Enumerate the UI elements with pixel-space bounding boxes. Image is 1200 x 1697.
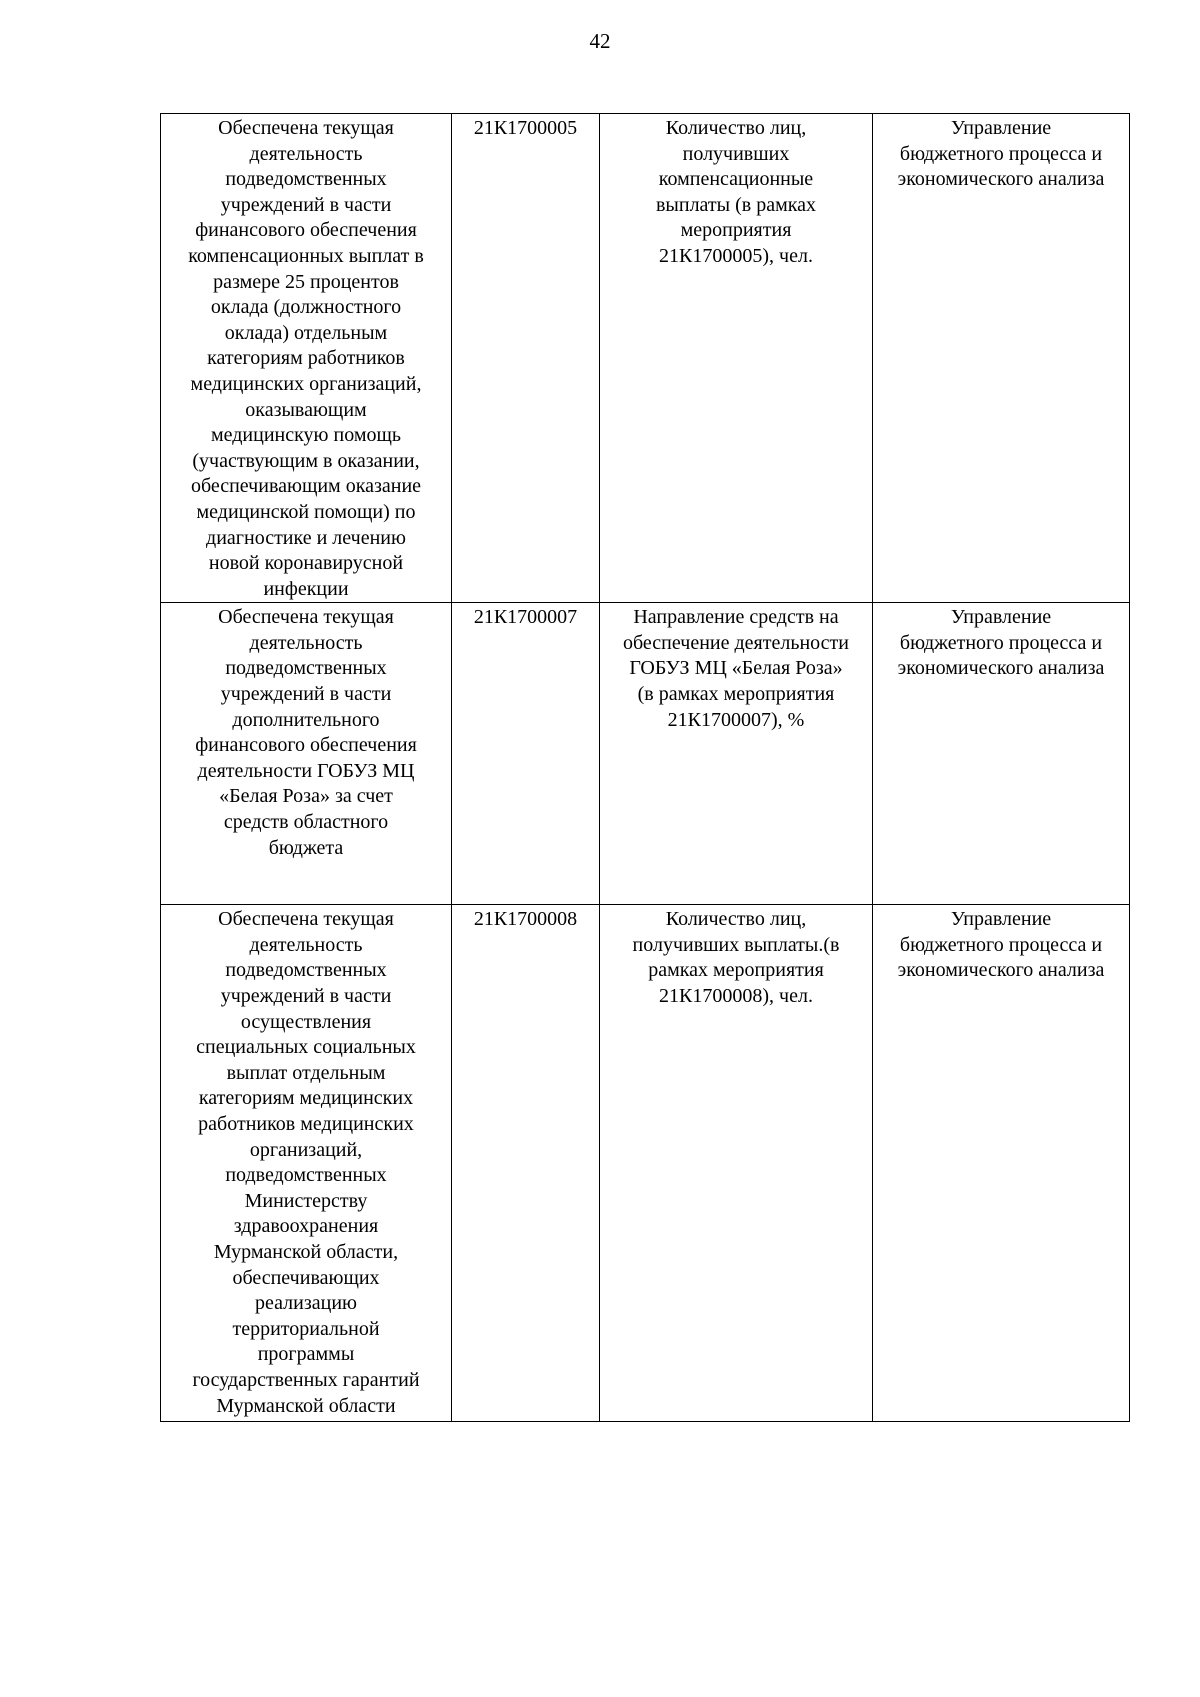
result-cell: Обеспечена текущая деятельность подведомственных учреждений в части финансового обеспечения компенсационных выплат в размере 25 процентов оклада (должностного оклада) отдельным категориям работников медицинских организаций, оказывающим медицинскую помощь (участвующим в оказании, обеспечивающим оказание медицинской помощи) по диагностике и лечению новой коронавирусной инфекции [161,114,452,603]
measures-table [160,113,1130,1422]
page-number: 42 [589,29,611,53]
responsible-cell: Управление бюджетного процесса и экономического анализа [873,114,1130,603]
code-cell: 21К1700007 [452,603,600,905]
table-row [161,603,1130,905]
indicator-cell: Направление средств на обеспечение деятельности ГОБУЗ МЦ «Белая Роза» (в рамках мероприятия 21К1700007), % [600,603,873,905]
code-cell: 21К1700005 [452,114,600,603]
code-cell: 21К1700008 [452,905,600,1422]
result-cell: Обеспечена текущая деятельность подведомственных учреждений в части осуществления специальных социальных выплат отдельным категориям медицинских работников медицинских организаций, подведомственных Министерству здравоохранения Мурманской области, обеспечивающих реализацию территориальной программы государственных гарантий Мурманской области [161,905,452,1422]
indicator-cell: Количество лиц, получивших компенсационные выплаты (в рамках мероприятия 21К1700005), чел. [600,114,873,603]
indicator-cell: Количество лиц, получивших выплаты.(в рамках мероприятия 21К1700008), чел. [600,905,873,1422]
responsible-cell: Управление бюджетного процесса и экономического анализа [873,603,1130,905]
table-row [161,905,1130,1422]
responsible-cell: Управление бюджетного процесса и экономического анализа [873,905,1130,1422]
result-cell: Обеспечена текущая деятельность подведомственных учреждений в части дополнительного финансового обеспечения деятельности ГОБУЗ МЦ «Белая Роза» за счет средств областного бюджета [161,603,452,905]
table-row [161,114,1130,603]
